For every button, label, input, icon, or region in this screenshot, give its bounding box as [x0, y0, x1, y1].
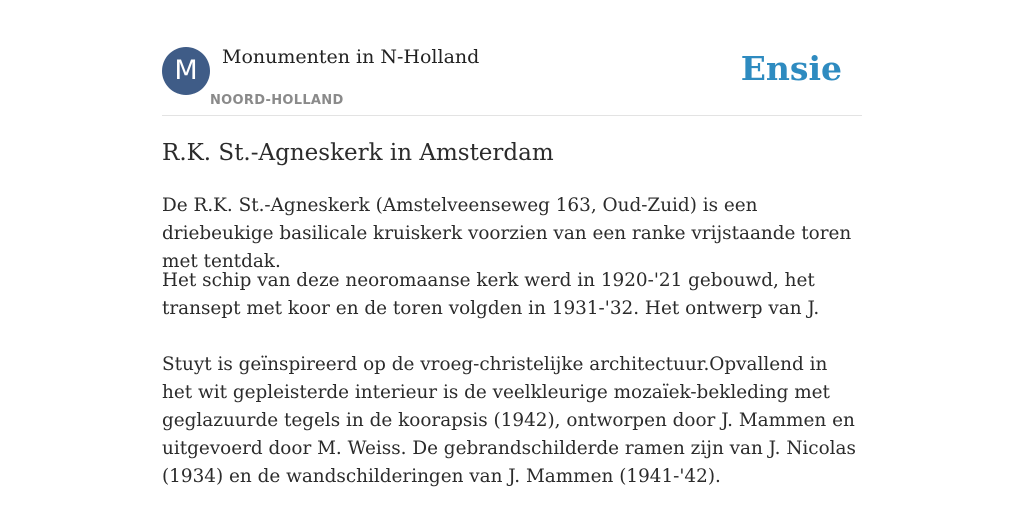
avatar[interactable]: M [162, 47, 210, 95]
page-title: R.K. St.-Agneskerk in Amsterdam [162, 140, 554, 166]
paragraph: De R.K. St.-Agneskerk (Amstelveenseweg 163, Oud-Zuid) is een driebeukige basilicale kruiskerk voorzien van een ranke vrijstaande toren met tentdak. [162, 195, 852, 272]
paragraph: Het schip van deze neoromaanse kerk werd in 1920-'21 gebouwd, het transept met koor en de toren volgden in 1931-'32. Het ontwerp van J. [162, 270, 820, 319]
header-divider [162, 115, 862, 116]
brand-logo[interactable]: Ensie [740, 49, 842, 88]
category-label[interactable]: NOORD-HOLLAND [210, 93, 344, 108]
paragraph: Stuyt is geïnspireerd op de vroeg-christelijke architectuur.Opvallend in het wit gepleisterde interieur is de veelkleurige mozaïek-bekleding met geglazuurde tegels in de koorapsis (1942), ontworpen door J. Mammen en uitgevoerd door M. Weiss. De gebrandschilderde ramen zijn van J. Nicolas (1934) en de wandschilderingen van J. Mammen (1941-'42). [162, 354, 856, 487]
collection-title[interactable]: Monumenten in N-Holland [222, 46, 480, 68]
